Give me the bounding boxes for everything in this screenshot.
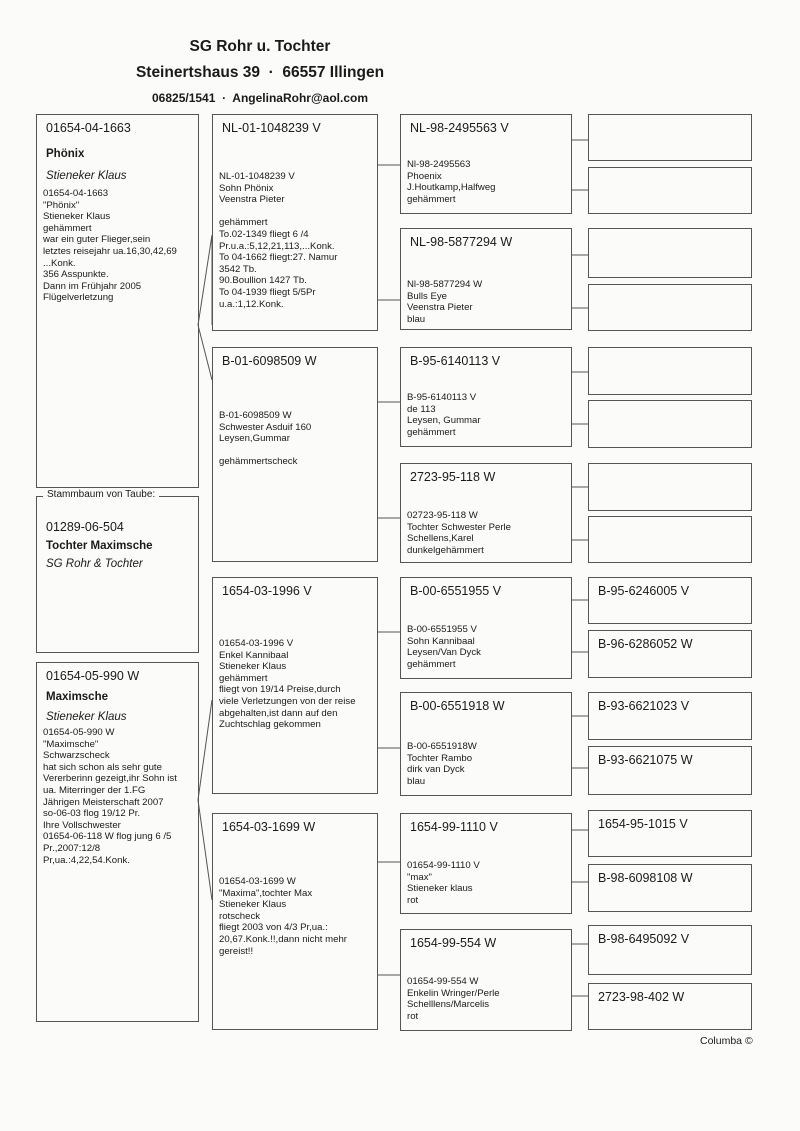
great-grandparent-ring: NL-98-2495563 V <box>410 121 509 135</box>
great-grandparent-description: 01654-99-1110 V "max" Stieneker klaus rot <box>407 860 480 906</box>
gen4-card <box>588 925 752 975</box>
great-grandparent-card <box>400 228 572 330</box>
great-grandparent-description: B-00-6551955 V Sohn Kannibaal Leysen/Van Dyck gehämmert <box>407 624 481 670</box>
gen4-ring: B-98-6495092 V <box>598 932 690 946</box>
gen4-card <box>588 228 752 278</box>
father-ring: 01654-04-1663 <box>46 121 131 135</box>
gen4-card <box>588 810 752 857</box>
father-owner: Stieneker Klaus <box>46 170 127 182</box>
breeder-address: Steinertshaus 39 · 66557 Illingen <box>135 64 385 81</box>
gen4-card <box>588 577 752 624</box>
father-name: Phönix <box>46 148 85 160</box>
gen4-card <box>588 630 752 678</box>
gen4-card <box>588 463 752 511</box>
mother-card <box>36 662 199 1022</box>
great-grandparent-description: Nl-98-5877294 W Bulls Eye Veenstra Pieter blau <box>407 279 483 325</box>
mother-ring: 01654-05-990 W <box>46 669 140 683</box>
gen4-card <box>588 983 752 1030</box>
software-credit: Columba © <box>700 1035 753 1047</box>
gen4-card <box>588 516 752 563</box>
great-grandparent-description: 01654-99-554 W Enkelin Wringer/Perle Schelllens/Marcelis rot <box>407 976 500 1022</box>
grandparent-card <box>212 577 378 794</box>
gen4-card <box>588 167 752 214</box>
gen4-ring: B-96-6286052 W <box>598 637 693 651</box>
great-grandparent-ring: 1654-99-554 W <box>410 936 497 950</box>
great-grandparent-description: Nl-98-2495563 Phoenix J.Houtkamp,Halfweg gehämmert <box>407 159 496 205</box>
great-grandparent-card <box>400 929 572 1031</box>
grandparent-description: B-01-6098509 W Schwester Asduif 160 Leysen,Gummar gehämmertscheck <box>219 410 312 468</box>
gen4-ring: B-98-6098108 W <box>598 871 693 885</box>
grandparent-description: 01654-03-1996 V Enkel Kannibaal Stieneker Klaus gehämmert fliegt von 19/14 Preise,durch viele Verletzungen von der reise abgehalten,ist dann auf den Zuchtschlag gekommen <box>219 638 356 731</box>
gen4-card <box>588 746 752 795</box>
great-grandparent-ring: B-00-6551918 W <box>410 699 505 713</box>
gen4-card <box>588 400 752 448</box>
grandparent-card <box>212 813 378 1030</box>
gen4-ring: B-95-6246005 V <box>598 584 690 598</box>
mother-description: 01654-05-990 W "Maximsche" Schwarzscheck hat sich schon als sehr gute Vererberinn gezeigt,ihr Sohn ist ua. Miterringer der 1.FG Jährigen Meisterschaft 2007 so-06-03 flog 19/12 Pr. Ihre Vollschwester 01654-06-118 W flog jung 6 /5 Pr.,2007:12/8 Pr,ua.:4,22,54.Konk. <box>43 727 177 866</box>
subject-name: Tochter Maximsche <box>46 540 153 552</box>
great-grandparent-description: 02723-95-118 W Tochter Schwester Perle Schellens,Karel dunkelgehämmert <box>407 510 511 556</box>
pedigree-label: Stammbaum von Taube: <box>43 489 159 500</box>
grandparent-card <box>212 347 378 562</box>
mother-name: Maximsche <box>46 691 109 703</box>
gen4-card <box>588 114 752 161</box>
great-grandparent-card <box>400 813 572 914</box>
great-grandparent-ring: 1654-99-1110 V <box>410 820 498 834</box>
great-grandparent-card <box>400 692 572 796</box>
father-card <box>36 114 199 488</box>
great-grandparent-card <box>400 347 572 447</box>
great-grandparent-card <box>400 577 572 679</box>
great-grandparent-ring: B-00-6551955 V <box>410 584 502 598</box>
great-grandparent-description: B-95-6140113 V de 113 Leysen, Gummar gehämmert <box>407 392 481 438</box>
subject-card <box>36 489 199 653</box>
gen4-ring: B-93-6621075 W <box>598 753 693 767</box>
grandparent-card <box>212 114 378 331</box>
subject-owner: SG Rohr & Tochter <box>46 558 143 570</box>
subject-ring: 01289-06-504 <box>46 520 124 534</box>
grandparent-ring: NL-01-1048239 V <box>222 121 321 135</box>
mother-owner: Stieneker Klaus <box>46 711 127 723</box>
grandparent-ring: 1654-03-1996 V <box>222 584 312 598</box>
gen4-ring: B-93-6621023 V <box>598 699 690 713</box>
great-grandparent-description: B-00-6551918W Tochter Rambo dirk van Dyck blau <box>407 741 477 787</box>
great-grandparent-ring: 2723-95-118 W <box>410 470 496 484</box>
gen4-card <box>588 284 752 331</box>
great-grandparent-card <box>400 114 572 214</box>
great-grandparent-ring: B-95-6140113 V <box>410 354 501 368</box>
father-description: 01654-04-1663 "Phönix" Stieneker Klaus gehämmert war ein guter Flieger,sein letztes reisejahr ua.16,30,42,69 ...Konk. 356 Asspunkte. Dann im Frühjahr 2005 Flügelverletzung <box>43 188 177 304</box>
gen4-card <box>588 347 752 395</box>
breeder-contact: 06825/1541 · AngelinaRohr@aol.com <box>152 91 368 105</box>
great-grandparent-card <box>400 463 572 563</box>
gen4-ring: 2723-98-402 W <box>598 990 685 1004</box>
gen4-ring: 1654-95-1015 V <box>598 817 688 831</box>
grandparent-ring: 1654-03-1699 W <box>222 820 316 834</box>
breeder-name: SG Rohr u. Tochter <box>189 38 331 55</box>
great-grandparent-ring: NL-98-5877294 W <box>410 235 513 249</box>
grandparent-ring: B-01-6098509 W <box>222 354 317 368</box>
grandparent-description: 01654-03-1699 W "Maxima",tochter Max Stieneker Klaus rotscheck fliegt 2003 von 4/3 Pr,ua.: 20,67.Konk.!!,dann nicht mehr gereist!! <box>219 876 347 957</box>
gen4-card <box>588 692 752 740</box>
gen4-card <box>588 864 752 912</box>
grandparent-description: NL-01-1048239 V Sohn Phönix Veenstra Pieter gehämmert To.02-1349 fliegt 6 /4 Pr.u.a.:5,12,21,113,...Konk. To 04-1662 fliegt:27. Namur 3542 Tb. 90.Boullion 1427 Tb. To 04-1939 fliegt 5/5Pr u.a.:1,12.Konk. <box>219 171 338 310</box>
